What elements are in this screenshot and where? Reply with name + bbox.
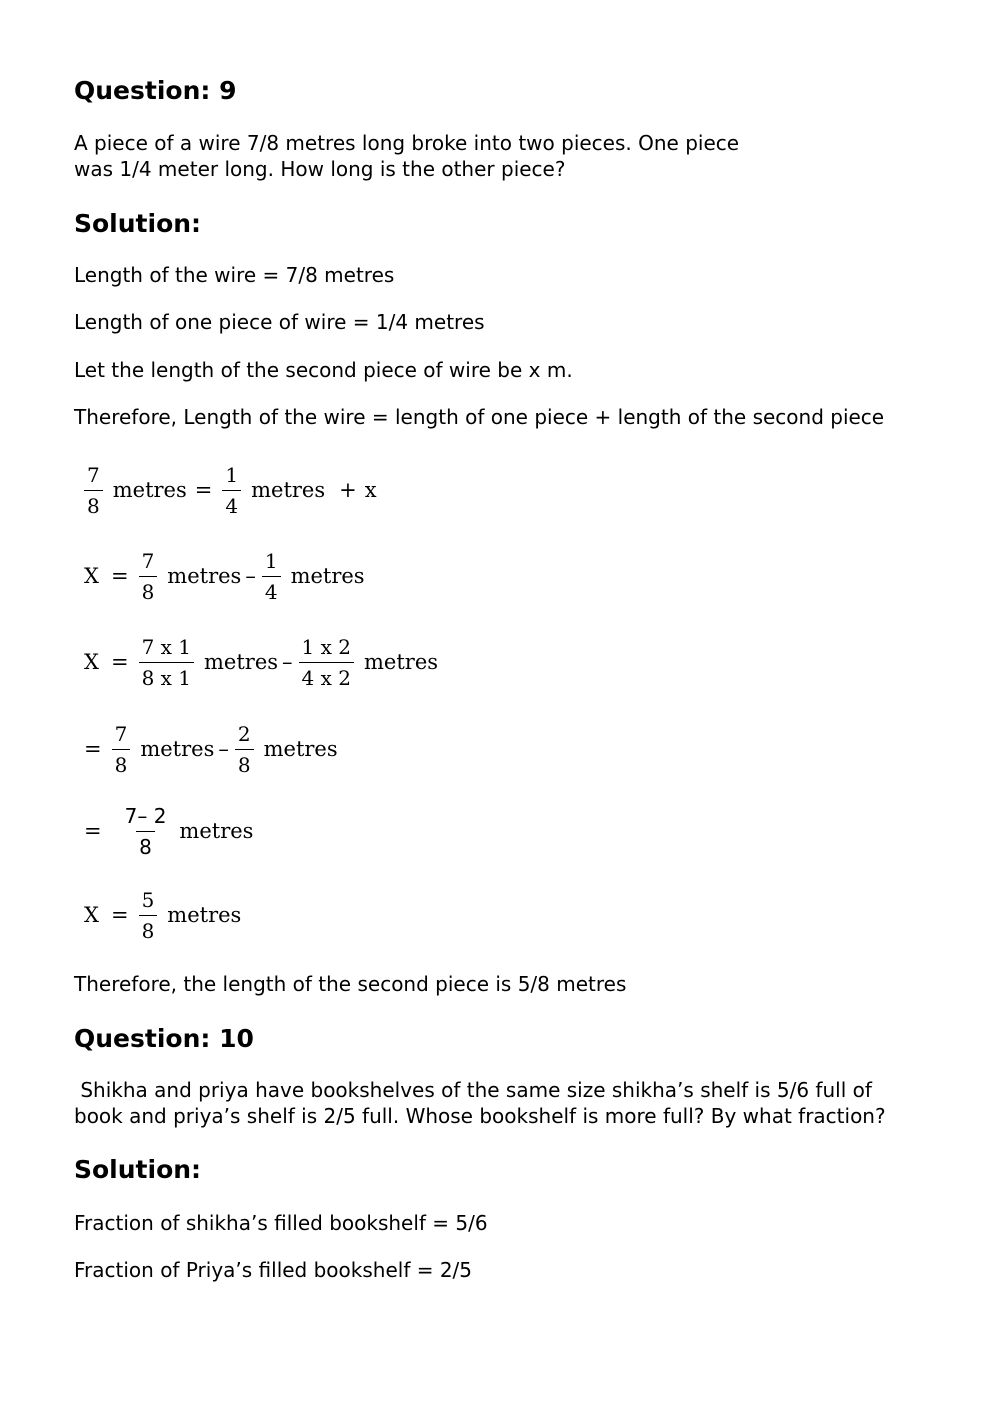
fraction: $\frac{7- 2}{8}$ (124, 803, 167, 859)
equation-3 (84, 627, 442, 697)
fraction: $\frac{7}{8}$ (139, 549, 158, 604)
equation-2 (84, 541, 369, 611)
solution-9-line-1: Length of the wire = 7/8 metres (74, 263, 395, 287)
operator: – (282, 650, 293, 674)
solution-9-heading: Solution: (74, 209, 202, 238)
solution-9-conclusion: Therefore, the length of the second piece is 5/8 metres (74, 972, 627, 996)
equation-6 (84, 880, 245, 950)
fraction: $\frac{1}{4}$ (262, 549, 281, 604)
solution-9-line-4: Therefore, Length of the wire = length of one piece + length of the second piece (74, 405, 885, 429)
question-9-heading: Question: 9 (74, 76, 237, 105)
operator: – (245, 564, 256, 588)
question-10-heading: Question: 10 (74, 1024, 254, 1053)
variable: x (364, 478, 377, 502)
solution-10-heading: Solution: (74, 1155, 202, 1184)
unit-text: metres (364, 650, 439, 674)
fraction: $\frac{7}{8}$ (84, 463, 103, 518)
operator: = (110, 903, 129, 927)
solution-10-line-2: Fraction of Priya’s filled bookshelf = 2/5 (74, 1258, 473, 1282)
operator: = (194, 478, 213, 502)
solution-9-line-3: Let the length of the second piece of wire be x m. (74, 358, 573, 382)
variable: X (84, 564, 99, 588)
operator: = (84, 737, 102, 761)
operator: = (110, 650, 129, 674)
equation-4 (84, 714, 342, 784)
unit-text: metres (179, 819, 254, 843)
fraction: $\frac{7}{8}$ (112, 722, 131, 777)
solution-9-line-2: Length of one piece of wire = 1/4 metres (74, 310, 485, 334)
fraction: $\frac{5}{8}$ (139, 888, 158, 943)
fraction: $\frac{1 x 2}{4 x 2}$ (299, 635, 354, 690)
unit-text: metres (251, 478, 326, 502)
unit-text: metres (263, 737, 338, 761)
equation-5 (84, 796, 257, 866)
equation-1 (78, 455, 381, 525)
unit-text: metres (290, 564, 365, 588)
unit-text: metres (112, 478, 187, 502)
operator: – (218, 737, 229, 761)
fraction: $\frac{2}{8}$ (235, 722, 254, 777)
question-10-text-line-1: Shikha and priya have bookshelves of the same size shikha’s shelf is 5/6 full of (74, 1078, 872, 1102)
variable: X (84, 650, 99, 674)
variable: X (84, 903, 99, 927)
operator: = (110, 564, 129, 588)
fraction: $\frac{7 x 1}{8 x 1}$ (139, 635, 194, 690)
unit-text: metres (167, 564, 242, 588)
operator: + (339, 478, 357, 502)
unit-text: metres (167, 903, 242, 927)
unit-text: metres (204, 650, 279, 674)
fraction: $\frac{1}{4}$ (222, 463, 241, 518)
question-10-text-line-2: book and priya’s shelf is 2/5 full. Whose bookshelf is more full? By what fraction? (74, 1104, 886, 1128)
unit-text: metres (140, 737, 215, 761)
operator: = (84, 819, 102, 843)
question-9-text-line-1: A piece of a wire 7/8 metres long broke into two pieces. One piece (74, 131, 740, 155)
question-9-text-line-2: was 1/4 meter long. How long is the other piece? (74, 157, 566, 181)
solution-10-line-1: Fraction of shikha’s filled bookshelf = 5/6 (74, 1211, 488, 1235)
